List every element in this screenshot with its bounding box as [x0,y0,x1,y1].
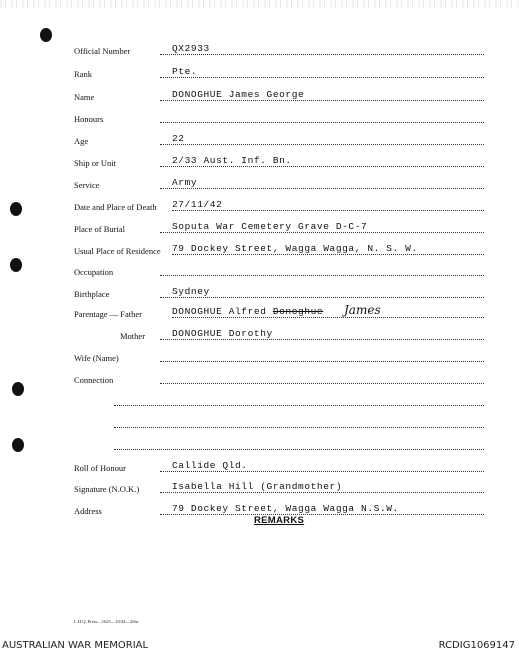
punch-hole [10,202,22,216]
dotted-line [160,383,484,384]
archive-footer [0,638,519,654]
connection-line [114,391,484,407]
dotted-line [160,77,484,78]
field-label: Signature (N.O.K.) [74,484,140,494]
dotted-line [160,54,484,55]
field-value: 79 Dockey Street, Wagga Wagga, N. S. W. [172,243,418,254]
field-honours [74,108,484,124]
field-label: Usual Place of Residence [74,246,161,256]
dotted-line [114,449,484,450]
field-value: 2/33 Aust. Inf. Bn. [172,155,292,166]
field-connection [74,369,484,385]
dotted-line [160,100,484,101]
dotted-line [160,471,484,472]
field-label: Mother [120,331,146,341]
field-label: Connection [74,375,114,385]
field-value: DONOGHUE James George [172,89,305,100]
field-value: 22 [172,133,185,144]
dotted-line [160,514,484,515]
struck-text: Donoghue [272,306,324,317]
field-father [74,303,484,319]
printer-note: L.H.Q. Press—1625—10/44—20m. [74,619,140,624]
dotted-line [160,339,484,340]
field-value: Army [172,177,198,188]
field-label: Ship or Unit [74,158,117,168]
field-label: Place of Burial [74,224,125,234]
field-value: QX2933 [172,43,210,54]
dotted-line [160,122,484,123]
field-wife [74,347,484,363]
dotted-line [114,427,484,428]
field-label: Address [74,506,102,516]
field-value: 79 Dockey Street, Wagga Wagga N.S.W. [172,503,399,514]
dotted-line [172,210,484,211]
field-label: Date and Place of Death [74,202,157,212]
field-value: Isabella Hill (Grandmother) [172,481,343,492]
field-value [172,306,323,317]
field-label: Official Number [74,46,131,56]
field-rank [74,63,484,79]
field-official-number [74,40,484,56]
footer-record-id: RCDIG1069147 [438,640,515,651]
field-label: Honours [74,114,104,124]
footer-institution: AUSTRALIAN WAR MEMORIAL [2,640,149,651]
dotted-line [160,297,484,298]
field-value: 27/11/42 [172,199,223,210]
field-name [74,86,484,102]
punch-hole [12,382,24,396]
connection-line [114,435,484,451]
punch-hole [10,258,22,272]
scan-noise [0,0,519,8]
field-roll-of-honour [74,457,484,473]
field-label: Name [74,92,95,102]
field-label: Roll of Honour [74,463,126,473]
handwritten-correction: James [344,303,381,317]
dotted-line [160,144,484,145]
field-occupation [74,261,484,277]
field-label: Birthplace [74,289,110,299]
field-label: Rank [74,69,92,79]
field-ship-or-unit [74,152,484,168]
field-label: Age [74,136,89,146]
field-service [74,174,484,190]
field-value: Callide Qld. [172,460,248,471]
dotted-line [160,361,484,362]
father-typed-name: DONOGHUE Alfred [172,306,267,317]
dotted-line [172,317,484,318]
field-mother [74,325,484,341]
field-place-of-burial [74,218,484,234]
field-value: Sydney [172,286,210,297]
dotted-line [114,405,484,406]
dotted-line [160,492,484,493]
remarks-heading: REMARKS [254,515,305,526]
dotted-line [160,166,484,167]
field-age [74,130,484,146]
field-value: DONOGHUE Dorothy [172,328,273,339]
field-label: Wife (Name) [74,353,119,363]
punch-hole [40,28,52,42]
field-label: Parentage — Father [74,309,142,319]
field-value: Soputa War Cemetery Grave D-C-7 [172,221,368,232]
field-usual-residence [74,240,484,256]
dotted-line [160,232,484,233]
field-value: Pte. [172,66,198,77]
connection-line [114,413,484,429]
punch-hole [12,438,24,452]
field-label: Service [74,180,100,190]
dotted-line [172,254,484,255]
field-signature-nok [74,478,484,494]
field-address [74,500,484,516]
dotted-line [160,275,484,276]
field-label: Occupation [74,267,114,277]
field-birthplace [74,283,484,299]
field-date-place-of-death [74,196,484,212]
dotted-line [160,188,484,189]
